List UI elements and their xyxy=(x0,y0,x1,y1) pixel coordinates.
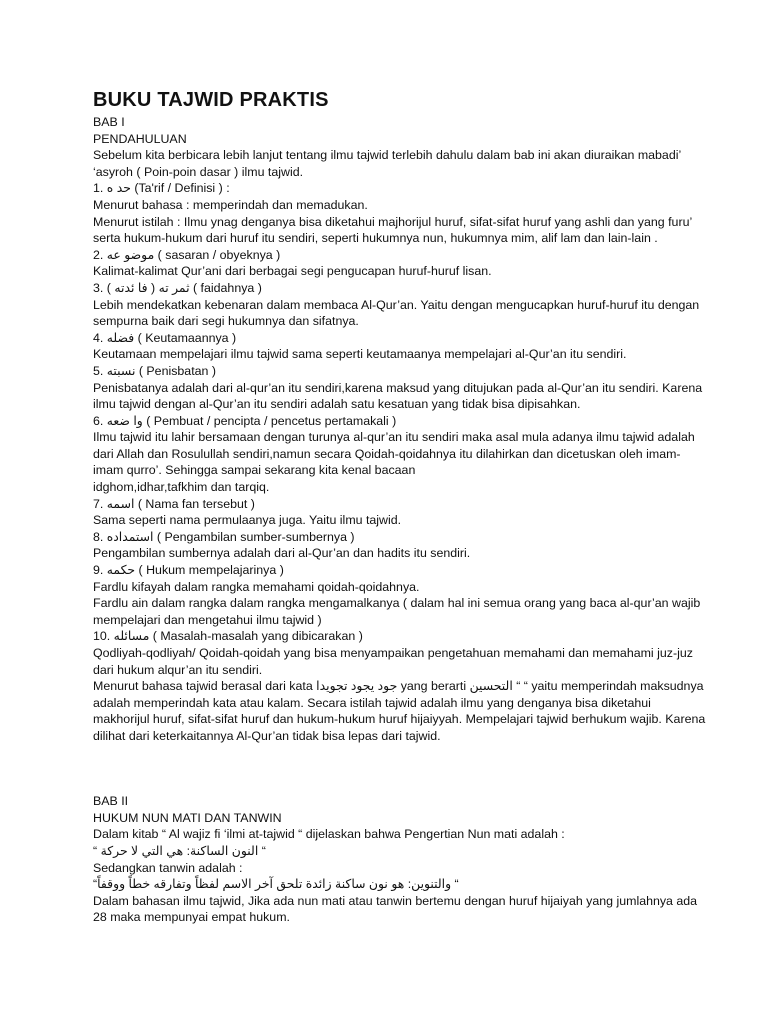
section-gap xyxy=(93,761,708,778)
document-line: Qodliyah-qodliyah/ Qoidah-qoidah yang bisa menyampaikan pengetahuan memahami dan memahami juz-juz dari hukum alqur’an itu sendiri. xyxy=(93,646,693,677)
document-line: 10. مسائله ( Masalah-masalah yang dibicarakan ) xyxy=(93,629,363,644)
document-body xyxy=(93,114,708,926)
document-line: 9. حكمه ( Hukum mempelajarinya ) xyxy=(93,563,284,578)
document-line: 6. وا ضعه ( Pembuat / pencipta / pencetus pertamakali ) xyxy=(93,413,397,428)
document-line: Fardlu ain dalam rangka dalam rangka mengamalkanya ( dalam hal ini semua orang yang baca al-qur’an wajib mempelajari dan mengetahui ilmu tajwid ) xyxy=(93,596,701,627)
document-line: Dalam bahasan ilmu tajwid, Jika ada nun mati atau tanwin bertemu dengan huruf hijaiyah yang jumlahnya ada 28 maka mempunyai empat hukum. xyxy=(93,893,698,925)
document-line: Lebih mendekatkan kebenaran dalam membaca Al-Qur’an. Yaitu dengan mengucapkan huruf-huruf itu dengan sempurna baik dari segi hukumnya dan sifatnya. xyxy=(93,297,700,329)
document-line: 3. ( فا ئدته ) ثمر ته ( faidahnya ) xyxy=(93,280,262,295)
document-line: Ilmu tajwid itu lahir bersamaan dengan turunya al-qur’an itu sendiri maka asal mula adanya ilmu tajwid adalah dari Allah dan Rosulullah sendiri,namun secara Qoidah-qoidahnya itu dilahirkan dan dicetuskan oleh imam-imam qurro’. Sehingga sampai sekarang kita kenal bacaan xyxy=(93,430,695,478)
document-line: Sedangkan tanwin adalah : xyxy=(93,860,243,875)
document-line: BAB II xyxy=(93,794,129,809)
document-title: BUKU TAJWID PRAKTIS xyxy=(93,89,329,111)
document-line: Menurut bahasa tajwid berasal dari kata جود يجود تجويدا yang berarti التحسين “ “ yaitu memperindah maksudnya adalah memperindah kata atau kalam. Secara istilah tajwid adalah ilmu yang denganya bisa diketahui makhorijul huruf, sifat-sifat huruf dan hukum-hukum huruf hijaiyyah. Mempelajari tajwid berhukum wajib. Karena dilihat dari keterkaitannya Al-Qur’an tidak bisa lepas dari tajwid. xyxy=(93,679,706,743)
document-line: 4. فضله ( Keutamaannya ) xyxy=(93,330,237,345)
document-line: PENDAHULUAN xyxy=(93,131,187,146)
document-line: Sama seperti nama permulaanya juga. Yaitu ilmu tajwid. xyxy=(93,513,402,528)
document-line: Dalam kitab “ Al wajiz fi ‘ilmi at-tajwid “ dijelaskan bahwa Pengertian Nun mati adalah : xyxy=(93,827,565,842)
document-line: 1. حد ه (Ta'rif / Definisi ) : xyxy=(93,181,230,196)
document-line: Penisbatanya adalah dari al-qur’an itu sendiri,karena maksud yang ditujukan pada al-Qur’an itu sendiri. Karena ilmu tajwid dengan al-Qur’an itu sendiri adalah satu kesatuan yang tidak bisa dipisahkan. xyxy=(93,380,703,412)
document-line: Kalimat-kalimat Qur’ani dari berbagai segi pengucapan huruf-huruf lisan. xyxy=(93,264,492,279)
document-line: Menurut istilah : Ilmu ynag denganya bisa diketahui majhorijul huruf, sifat-sifat huruf yang ashli dan yang furu’ serta hukum-hukum dari huruf itu sendiri, seperti hukumnya nun, hukumnya mim, alif lam dan lain-lain . xyxy=(93,214,692,246)
document-line: 8. استمداده ( Pengambilan sumber-sumbernya ) xyxy=(93,529,355,544)
document-line: 5. نسبته ( Penisbatan ) xyxy=(93,363,216,378)
document-line: Pengambilan sumbernya adalah dari al-Qur’an dan hadits itu sendiri. xyxy=(93,546,471,561)
document-line: “ النون الساكنة: هي التي لا حركة “ xyxy=(93,843,266,858)
document-line: idghom,idhar,tafkhim dan tarqiq. xyxy=(93,480,270,495)
document-line: 2. موضو عه ( sasaran / obyeknya ) xyxy=(93,247,281,262)
document-line: HUKUM NUN MATI DAN TANWIN xyxy=(93,810,282,825)
document-line: “والتنوين: هو نون ساكنة زائدة تلحق آخر الاسم لفظاً وتفارقه خطاً ووقفاً “ xyxy=(93,877,459,892)
document-line: Menurut bahasa : memperindah dan memadukan. xyxy=(93,197,368,212)
document-line: Sebelum kita berbicara lebih lanjut tentang ilmu tajwid terlebih dahulu dalam bab ini akan diuraikan mabadi’ ‘asyroh ( Poin-poin dasar ) ilmu tajwid. xyxy=(93,148,681,179)
document-line: BAB I xyxy=(93,115,125,129)
document-line: Fardlu kifayah dalam rangka memahami qoidah-qoidahnya. xyxy=(93,579,420,594)
document-line: 7. اسمه ( Nama fan tersebut ) xyxy=(93,496,255,511)
document-line: Keutamaan mempelajari ilmu tajwid sama seperti keutamaanya mempelajari al-Qur’an itu sendiri. xyxy=(93,347,627,362)
